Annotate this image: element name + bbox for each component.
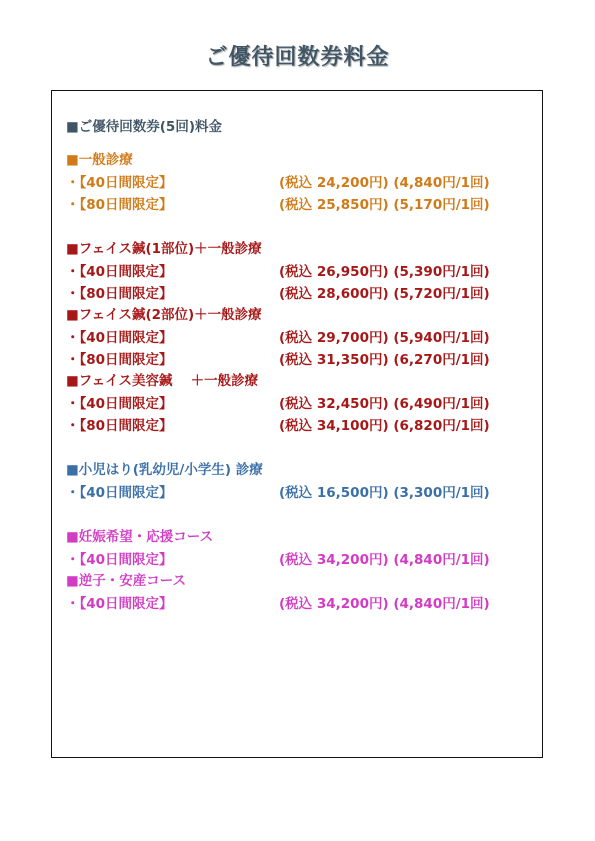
list-item xyxy=(66,329,526,347)
item-price: (税込 32,450円) (6,490円/1回) xyxy=(279,396,490,412)
section-heading-pregnancy: ■妊娠希望・応援コース xyxy=(66,529,214,545)
section-heading-face2: ■フェイス鍼(2部位)＋一般診療 xyxy=(66,307,262,323)
item-price: (税込 34,200円) (4,840円/1回) xyxy=(279,596,490,612)
list-item xyxy=(66,551,526,569)
list-item xyxy=(66,174,526,192)
list-item xyxy=(66,285,526,303)
item-name: ・【40日間限定】 xyxy=(66,175,173,191)
list-item xyxy=(66,196,526,214)
item-price: (税込 26,950円) (5,390円/1回) xyxy=(279,264,490,280)
page-title: ご優待回数券料金 xyxy=(205,45,390,70)
item-price: (税込 34,200円) (4,840円/1回) xyxy=(279,552,490,568)
list-item xyxy=(66,395,526,413)
item-price: (税込 31,350円) (6,270円/1回) xyxy=(279,352,490,368)
item-price: (税込 28,600円) (5,720円/1回) xyxy=(279,286,490,302)
section-heading-general: ■一般診療 xyxy=(66,152,133,168)
list-item xyxy=(66,484,526,502)
section-heading-child: ■小児はり(乳幼児/小学生) 診療 xyxy=(66,462,263,478)
price-list-box xyxy=(51,90,543,758)
section-heading-face-beauty: ■フェイス美容鍼 ＋一般診療 xyxy=(66,373,259,389)
item-name: ・【40日間限定】 xyxy=(66,330,173,346)
item-name: ・【40日間限定】 xyxy=(66,596,173,612)
item-name: ・【80日間限定】 xyxy=(66,418,173,434)
item-name: ・【40日間限定】 xyxy=(66,485,173,501)
item-name: ・【80日間限定】 xyxy=(66,197,173,213)
item-price: (税込 24,200円) (4,840円/1回) xyxy=(279,175,490,191)
item-name: ・【40日間限定】 xyxy=(66,264,173,280)
list-item xyxy=(66,351,526,369)
list-item xyxy=(66,263,526,281)
item-name: ・【80日間限定】 xyxy=(66,352,173,368)
section-heading-face1: ■フェイス鍼(1部位)＋一般診療 xyxy=(66,241,262,257)
item-price: (税込 16,500円) (3,300円/1回) xyxy=(279,485,490,501)
item-price: (税込 34,100円) (6,820円/1回) xyxy=(279,418,490,434)
section-heading-breech: ■逆子・安産コース xyxy=(66,573,187,589)
box-header: ■ご優待回数券(5回)料金 xyxy=(66,119,222,135)
item-price: (税込 29,700円) (5,940円/1回) xyxy=(279,330,490,346)
list-item xyxy=(66,417,526,435)
item-name: ・【40日間限定】 xyxy=(66,552,173,568)
item-name: ・【40日間限定】 xyxy=(66,396,173,412)
list-item xyxy=(66,595,526,613)
item-name: ・【80日間限定】 xyxy=(66,286,173,302)
item-price: (税込 25,850円) (5,170円/1回) xyxy=(279,197,490,213)
